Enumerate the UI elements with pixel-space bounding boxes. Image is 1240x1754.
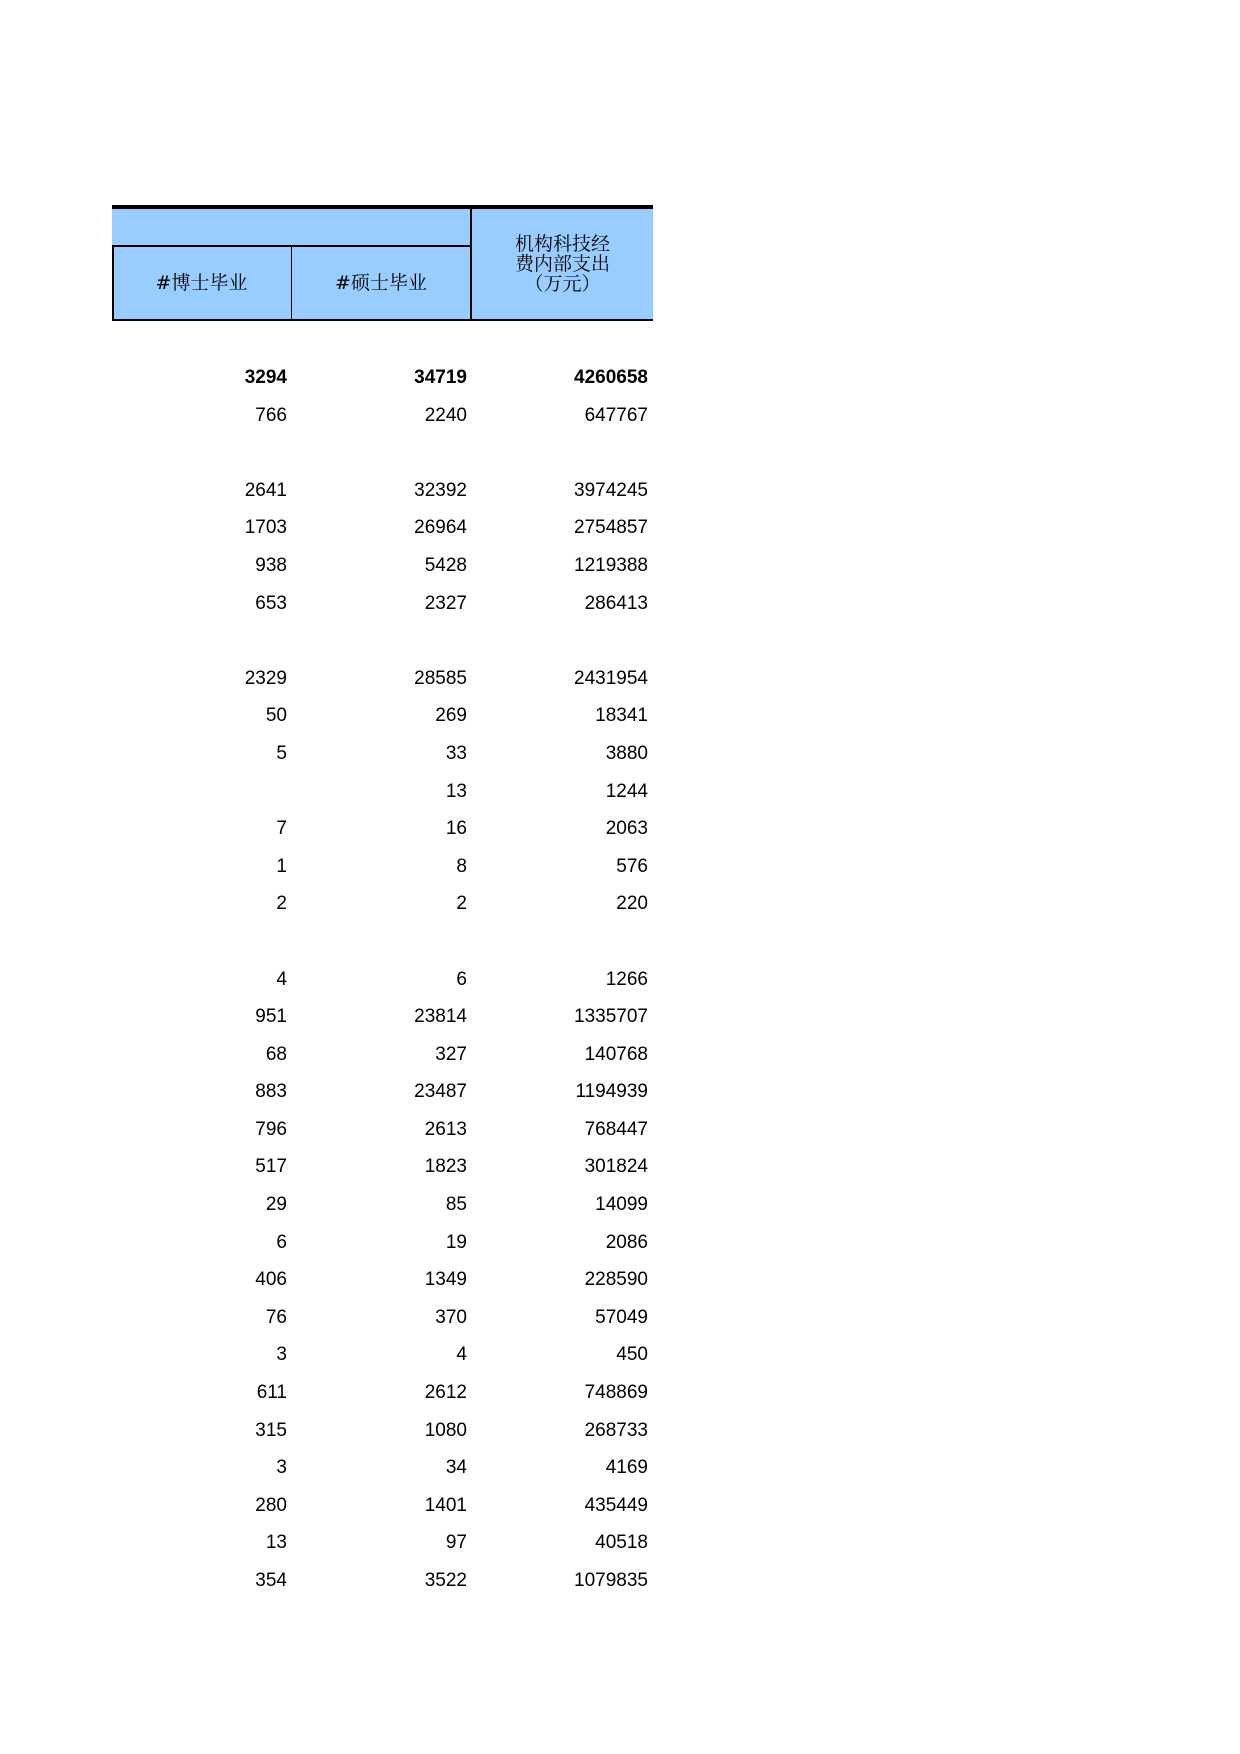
cell-expenditure: 40518 xyxy=(595,1532,648,1554)
cell-phd: 951 xyxy=(255,1006,287,1028)
cell-masters: 26964 xyxy=(414,517,467,539)
table-row xyxy=(112,1412,653,1450)
cell-phd: 68 xyxy=(265,1043,287,1065)
cell-phd: 517 xyxy=(255,1156,287,1178)
table-row xyxy=(112,1449,653,1487)
cell-masters: 2240 xyxy=(424,404,467,426)
cell-phd: 653 xyxy=(255,592,287,614)
table-row xyxy=(112,1562,653,1600)
table-row xyxy=(112,509,653,547)
table-row xyxy=(112,697,653,735)
table-row xyxy=(112,472,653,510)
cell-expenditure: 140768 xyxy=(584,1043,648,1065)
cell-expenditure: 647767 xyxy=(584,404,648,426)
cell-masters: 85 xyxy=(445,1194,467,1216)
spacer-row xyxy=(112,434,653,472)
cell-phd: 3 xyxy=(276,1344,287,1366)
cell-phd: 1 xyxy=(276,855,287,877)
cell-masters: 97 xyxy=(445,1532,467,1554)
cell-expenditure: 1219388 xyxy=(574,554,648,576)
cell-masters: 2613 xyxy=(424,1118,467,1140)
table-row xyxy=(112,735,653,773)
cell-masters: 32392 xyxy=(414,479,467,501)
cell-expenditure: 3974245 xyxy=(574,479,648,501)
cell-expenditure: 1335707 xyxy=(574,1006,648,1028)
table-body xyxy=(112,359,653,1600)
table-row xyxy=(112,1261,653,1299)
cell-masters: 23487 xyxy=(414,1081,467,1103)
table-row xyxy=(112,1186,653,1224)
spacer-row xyxy=(112,622,653,660)
cell-phd: 76 xyxy=(265,1306,287,1328)
cell-phd: 280 xyxy=(255,1494,287,1516)
cell-expenditure: 57049 xyxy=(595,1306,648,1328)
table-row xyxy=(112,810,653,848)
cell-masters: 19 xyxy=(445,1231,467,1253)
cell-phd: 3294 xyxy=(244,367,287,388)
cell-phd: 766 xyxy=(255,404,287,426)
cell-masters: 16 xyxy=(445,818,467,840)
cell-expenditure: 220 xyxy=(616,893,648,915)
table-row xyxy=(112,885,653,923)
cell-phd: 315 xyxy=(255,1419,287,1441)
cell-masters: 370 xyxy=(435,1306,467,1328)
cell-expenditure: 18341 xyxy=(595,705,648,727)
cell-expenditure: 4260658 xyxy=(574,367,648,388)
table-row xyxy=(112,547,653,585)
cell-phd: 4 xyxy=(276,968,287,990)
cell-masters: 34719 xyxy=(414,367,467,388)
cell-phd: 7 xyxy=(276,818,287,840)
cell-expenditure: 4169 xyxy=(605,1457,648,1479)
cell-masters: 2 xyxy=(456,893,467,915)
cell-phd: 796 xyxy=(255,1118,287,1140)
cell-masters: 2612 xyxy=(424,1382,467,1404)
cell-expenditure: 450 xyxy=(616,1344,648,1366)
table-row xyxy=(112,998,653,1036)
cell-phd: 2329 xyxy=(244,667,287,689)
cell-phd: 29 xyxy=(265,1194,287,1216)
cell-phd: 2641 xyxy=(244,479,287,501)
cell-expenditure: 2754857 xyxy=(574,517,648,539)
column-header-phd: #博士毕业 xyxy=(155,272,248,294)
table-row xyxy=(112,1524,653,1562)
table-row xyxy=(112,1073,653,1111)
cell-phd: 6 xyxy=(276,1231,287,1253)
table-row xyxy=(112,1111,653,1149)
cell-phd: 2 xyxy=(276,893,287,915)
table-row xyxy=(112,397,653,435)
table-row xyxy=(112,585,653,623)
cell-expenditure: 228590 xyxy=(584,1269,648,1291)
cell-expenditure: 301824 xyxy=(584,1156,648,1178)
cell-masters: 13 xyxy=(445,780,467,802)
cell-expenditure: 268733 xyxy=(584,1419,648,1441)
cell-masters: 3522 xyxy=(424,1570,467,1591)
table-row xyxy=(112,359,653,397)
table-row xyxy=(112,848,653,886)
table-row xyxy=(112,1374,653,1412)
cell-masters: 1823 xyxy=(424,1156,467,1178)
cell-expenditure: 2431954 xyxy=(574,667,648,689)
table-row xyxy=(112,773,653,811)
cell-expenditure: 2063 xyxy=(605,818,648,840)
cell-expenditure: 1194939 xyxy=(575,1081,648,1103)
table-row xyxy=(112,1036,653,1074)
cell-masters: 5428 xyxy=(424,554,467,576)
spacer-row xyxy=(112,923,653,961)
cell-masters: 2327 xyxy=(424,592,467,614)
header-bottom-rule xyxy=(112,319,653,321)
cell-phd: 50 xyxy=(265,705,287,727)
column-header-masters: #硕士毕业 xyxy=(335,272,427,294)
column-header-internal-expenditure: 机构科技经 费内部支出 （万元） xyxy=(514,233,610,295)
cell-masters: 269 xyxy=(435,705,467,727)
table-row xyxy=(112,1299,653,1337)
table-row xyxy=(112,1224,653,1262)
cell-phd: 354 xyxy=(255,1570,287,1591)
cell-phd: 406 xyxy=(255,1269,287,1291)
cell-expenditure: 435449 xyxy=(584,1494,648,1516)
cell-masters: 23814 xyxy=(414,1006,467,1028)
cell-expenditure: 768447 xyxy=(584,1118,648,1140)
cell-masters: 28585 xyxy=(414,667,467,689)
table-row xyxy=(112,1487,653,1525)
cell-masters: 1401 xyxy=(424,1494,467,1516)
cell-masters: 4 xyxy=(456,1344,467,1366)
cell-phd: 611 xyxy=(256,1382,287,1404)
table-row xyxy=(112,660,653,698)
cell-masters: 327 xyxy=(435,1043,467,1065)
cell-phd: 5 xyxy=(276,742,287,764)
cell-phd: 3 xyxy=(276,1457,287,1479)
table-row xyxy=(112,1148,653,1186)
table-row xyxy=(112,1336,653,1374)
cell-phd: 1703 xyxy=(244,517,287,539)
cell-phd: 13 xyxy=(265,1532,287,1554)
cell-phd: 938 xyxy=(255,554,287,576)
cell-phd: 883 xyxy=(255,1081,287,1103)
cell-masters: 1080 xyxy=(424,1419,467,1441)
cell-masters: 33 xyxy=(445,742,467,764)
cell-expenditure: 2086 xyxy=(605,1231,648,1253)
cell-masters: 1349 xyxy=(424,1269,467,1291)
cell-expenditure: 286413 xyxy=(584,592,648,614)
cell-expenditure: 3880 xyxy=(605,742,648,764)
cell-masters: 8 xyxy=(456,855,467,877)
cell-expenditure: 576 xyxy=(616,855,648,877)
cell-expenditure: 1266 xyxy=(605,968,648,990)
cell-phd xyxy=(112,773,287,811)
cell-expenditure: 1244 xyxy=(605,780,648,802)
cell-masters: 6 xyxy=(456,968,467,990)
cell-expenditure: 14099 xyxy=(595,1194,648,1216)
cell-expenditure: 748869 xyxy=(584,1382,648,1404)
cell-expenditure: 1079835 xyxy=(574,1570,648,1591)
cell-masters: 34 xyxy=(445,1457,467,1479)
table-row xyxy=(112,961,653,999)
